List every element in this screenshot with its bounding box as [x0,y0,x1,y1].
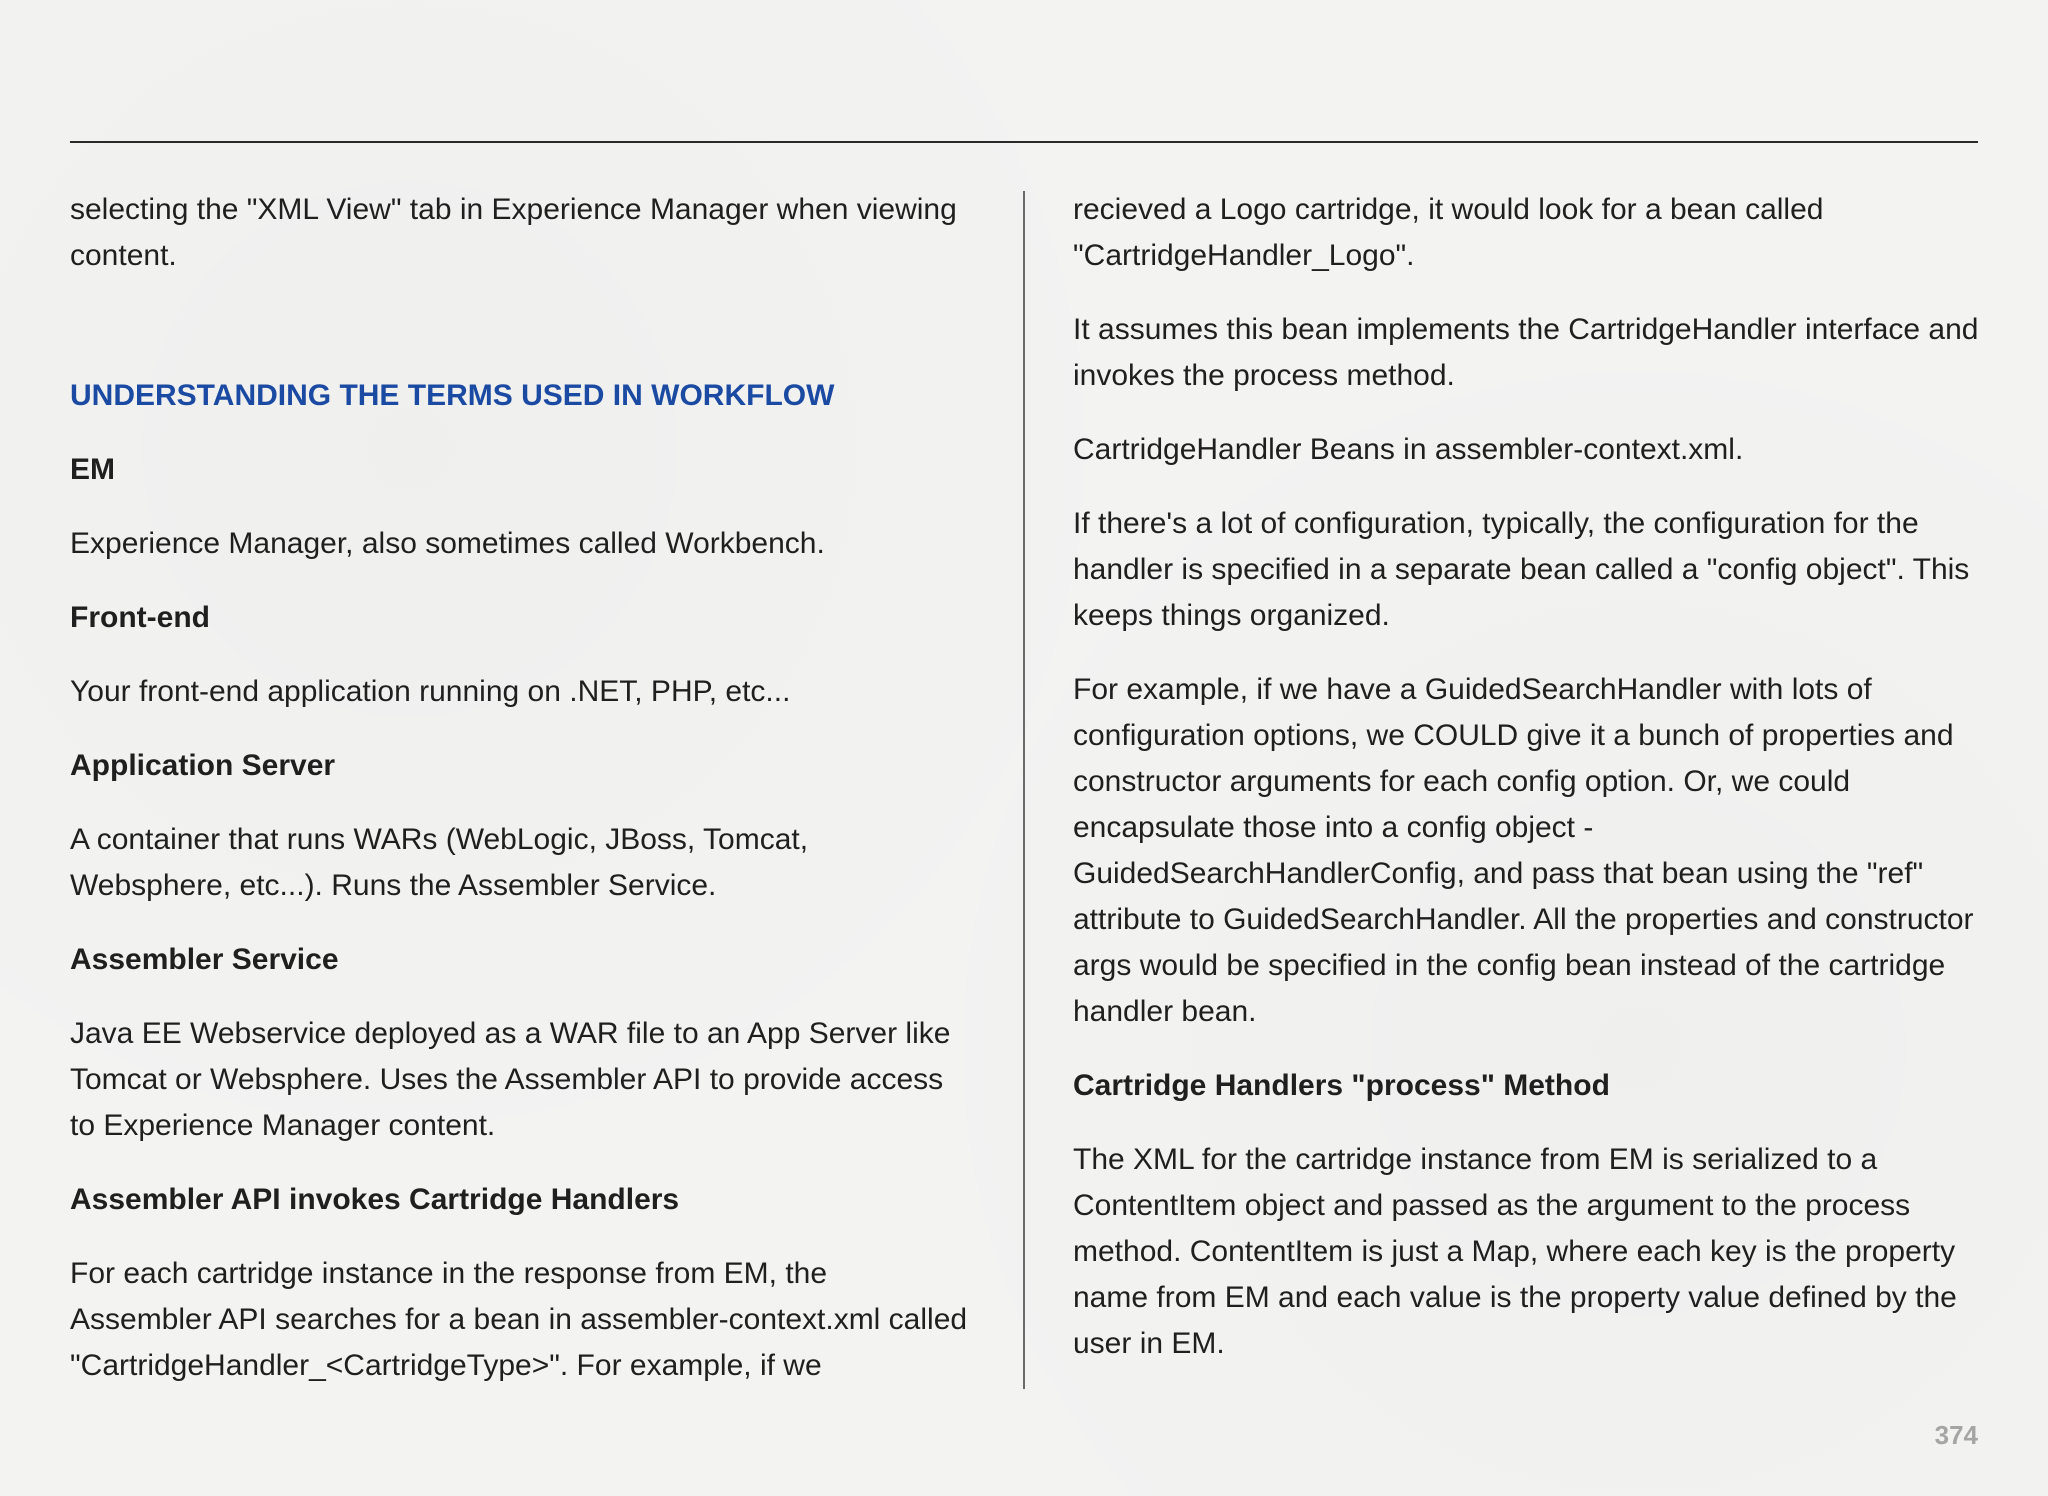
right-paragraph-2: It assumes this bean implements the CartridgeHandler interface and invokes the process method. [1073,313,1979,392]
right-closing-paragraph: The XML for the cartridge instance from EM is serialized to a ContentItem object and passed as the argument to the process method. ContentItem is just a Map, where each key is the property name from EM and each value is the property value defined by the user in EM. [1073,1143,1957,1360]
right-paragraph-5: For example, if we have a GuidedSearchHandler with lots of configuration options, we COULD give it a bunch of properties and constructor arguments for each config option. Or, we could encapsulate those into a config object - GuidedSearchHandlerConfig, and pass that bean using the "ref" attribute to GuidedSearchHandler. All the properties and constructor args would be specified in the config bean instead of the cartridge handler bean. [1073,673,1974,1028]
term-description-em: Experience Manager, also sometimes called Workbench. [70,527,825,560]
right-column [1073,187,1983,1395]
intro-paragraph: selecting the "XML View" tab in Experience Manager when viewing content. [70,193,957,272]
term-title-front-end: Front-end [70,601,210,634]
left-column [70,187,970,1417]
term-title-application-server: Application Server [70,749,336,782]
term-description-assembler-api: For each cartridge instance in the response from EM, the Assembler API searches for a bean in assembler-context.xml called "CartridgeHandler_<CartridgeType>". For example, if we [70,1257,968,1382]
right-paragraph-4: If there's a lot of configuration, typically, the configuration for the handler is specified in a separate bean called a "config object". This keeps things organized. [1073,507,1970,632]
right-paragraph-3: CartridgeHandler Beans in assembler-context.xml. [1073,433,1744,466]
term-title-assembler-api: Assembler API invokes Cartridge Handlers [70,1183,680,1216]
section-heading: UNDERSTANDING THE TERMS USED IN WORKFLOW [70,379,835,412]
header-rule [70,141,1978,143]
right-paragraph-1: recieved a Logo cartridge, it would look for a bean called "CartridgeHandler_Logo". [1073,193,1824,272]
term-title-em: EM [70,453,115,486]
column-divider [1023,191,1025,1389]
term-title-assembler-service: Assembler Service [70,943,339,976]
term-description-assembler-service: Java EE Webservice deployed as a WAR file to an App Server like Tomcat or Websphere. Uses the Assembler API to provide access to Experience Manager content. [70,1017,951,1142]
term-description-application-server: A container that runs WARs (WebLogic, JBoss, Tomcat, Websphere, etc...). Runs the Assembler Service. [70,823,809,902]
term-description-front-end: Your front-end application running on .NET, PHP, etc... [70,675,791,708]
process-method-heading: Cartridge Handlers "process" Method [1073,1069,1610,1102]
page-number: 374 [1934,1420,1978,1450]
